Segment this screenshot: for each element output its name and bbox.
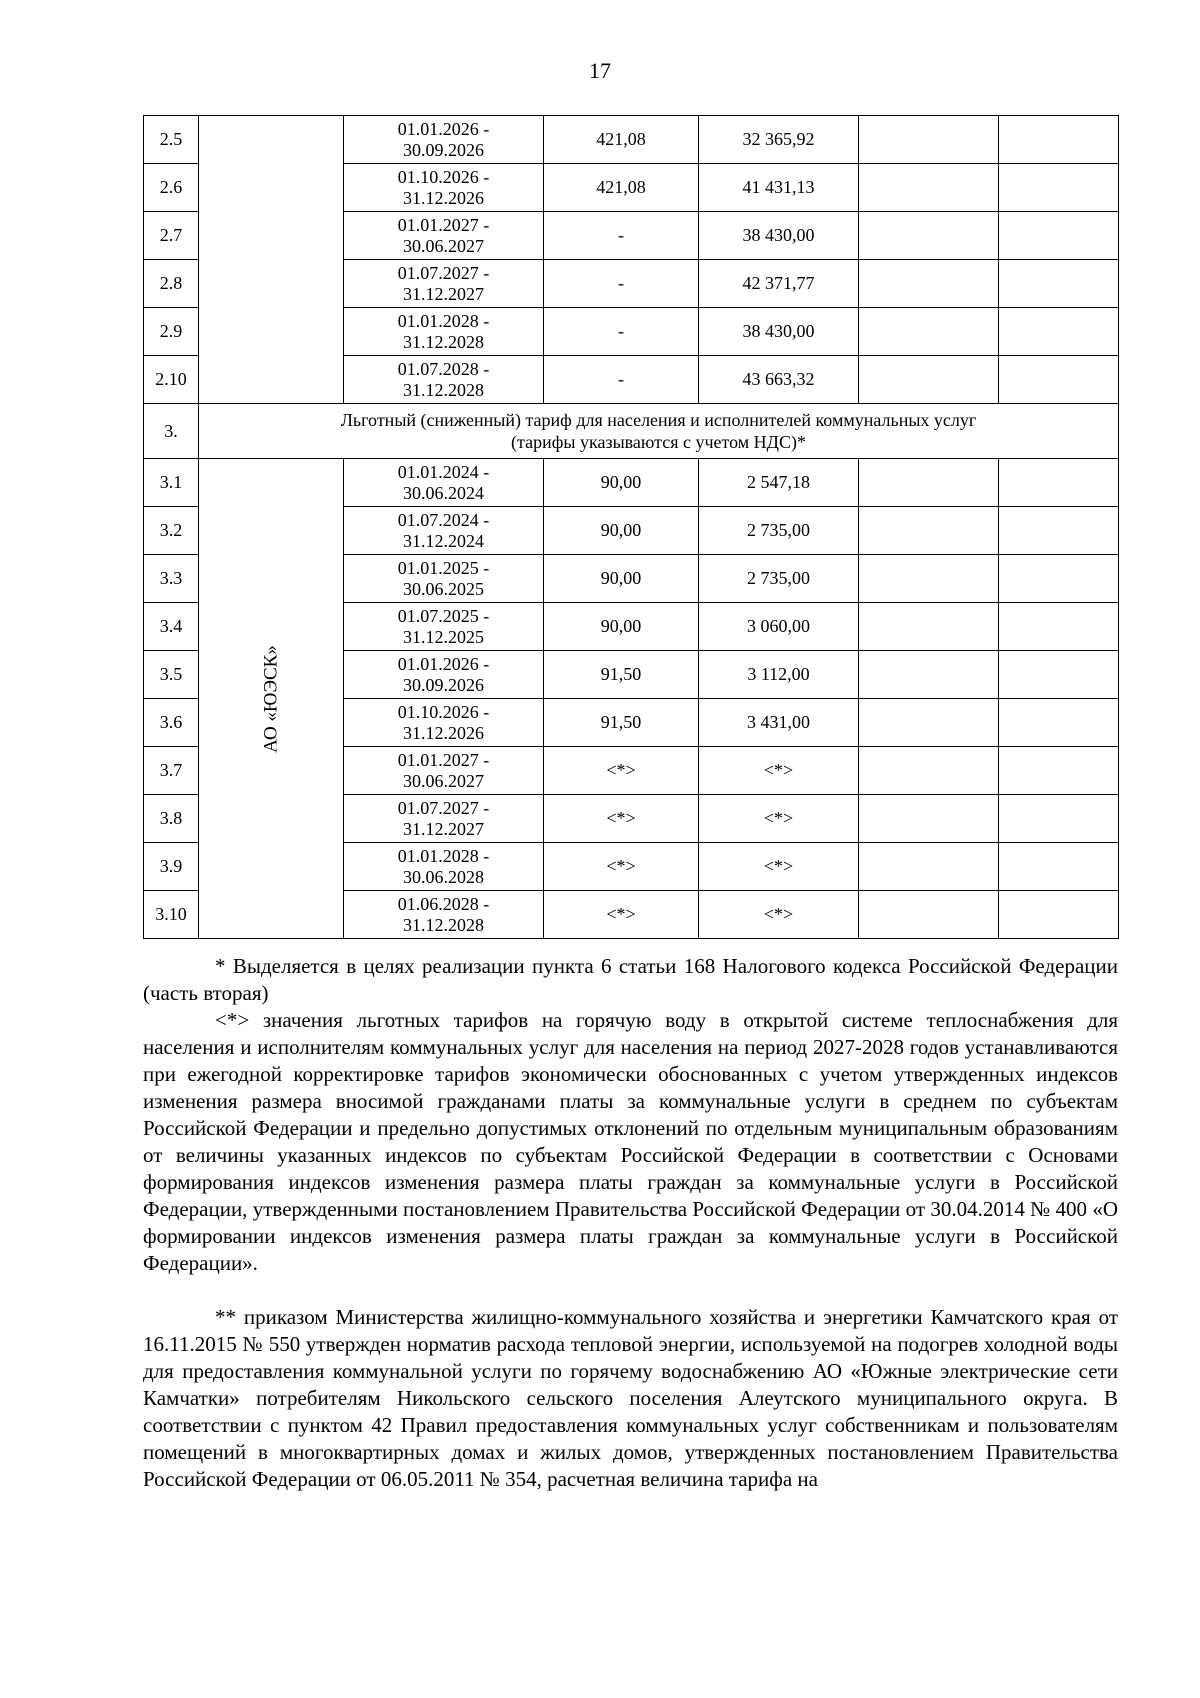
section-title-line: Льготный (сниженный) тариф для населения и исполнителей коммунальных услуг (340, 410, 977, 430)
period-end: 30.06.2024 (403, 482, 484, 503)
period-end: 30.06.2027 (403, 235, 484, 256)
period-cell (344, 507, 544, 555)
period-cell (344, 308, 544, 356)
section-title-line: (тарифы указываются с учетом НДС)* (511, 432, 806, 452)
organization-cell (199, 116, 344, 404)
period-cell (344, 555, 544, 603)
period-end: 31.12.2025 (403, 626, 484, 647)
empty-cell (999, 747, 1119, 795)
tariff-value-a: <*> (544, 747, 699, 795)
tariff-value-a: - (544, 212, 699, 260)
footnotes (143, 953, 1118, 1493)
period-cell (344, 651, 544, 699)
row-number: 3.4 (144, 603, 199, 651)
row-number: 2.8 (144, 260, 199, 308)
row-number: 3.3 (144, 555, 199, 603)
period-start: 01.01.2028 - (397, 310, 490, 331)
tariff-value-b: <*> (699, 747, 859, 795)
tariff-value-a: 90,00 (544, 555, 699, 603)
row-number: 2.9 (144, 308, 199, 356)
tariff-value-b: 3 431,00 (699, 699, 859, 747)
period-end: 31.12.2026 (403, 722, 484, 743)
period-end: 31.12.2026 (403, 187, 484, 208)
tariff-value-b: 2 547,18 (699, 459, 859, 507)
empty-cell (999, 603, 1119, 651)
empty-cell (859, 356, 999, 404)
tariff-value-a: <*> (544, 843, 699, 891)
empty-cell (999, 116, 1119, 164)
empty-cell (999, 260, 1119, 308)
tariff-value-a: 421,08 (544, 116, 699, 164)
tariff-value-a: - (544, 260, 699, 308)
period-start: 01.10.2026 - (397, 166, 490, 187)
period-end: 30.06.2028 (403, 866, 484, 887)
period-end: 31.12.2028 (403, 914, 484, 935)
period-start: 01.07.2025 - (397, 605, 490, 626)
tariff-value-b: 41 431,13 (699, 164, 859, 212)
row-number: 3.10 (144, 891, 199, 939)
empty-cell (999, 699, 1119, 747)
period-cell (344, 260, 544, 308)
row-number: 3.8 (144, 795, 199, 843)
period-start: 01.07.2027 - (397, 797, 490, 818)
empty-cell (999, 459, 1119, 507)
empty-cell (999, 555, 1119, 603)
organization-cell (199, 459, 344, 939)
empty-cell (859, 507, 999, 555)
tariff-table (143, 115, 1119, 939)
section-row (144, 404, 1119, 459)
period-start: 01.07.2024 - (397, 509, 490, 530)
section-title (199, 404, 1119, 459)
tariff-value-b: <*> (699, 795, 859, 843)
period-cell (344, 891, 544, 939)
empty-cell (859, 747, 999, 795)
period-start: 01.01.2025 - (397, 557, 490, 578)
row-number: 2.6 (144, 164, 199, 212)
empty-cell (859, 555, 999, 603)
empty-cell (999, 164, 1119, 212)
row-number: 3.5 (144, 651, 199, 699)
tariff-value-a: <*> (544, 795, 699, 843)
tariff-value-b: 3 112,00 (699, 651, 859, 699)
period-end: 31.12.2028 (403, 379, 484, 400)
page-number: 17 (589, 58, 611, 83)
tariff-value-b: 38 430,00 (699, 212, 859, 260)
section-number: 3. (144, 404, 199, 459)
period-end: 30.09.2026 (403, 674, 484, 695)
empty-cell (859, 212, 999, 260)
period-end: 31.12.2027 (403, 283, 484, 304)
empty-cell (859, 603, 999, 651)
tariff-value-a: 91,50 (544, 699, 699, 747)
empty-cell (999, 891, 1119, 939)
tariff-value-b: <*> (699, 891, 859, 939)
period-start: 01.01.2028 - (397, 845, 490, 866)
period-start: 01.01.2024 - (397, 461, 490, 482)
tariff-value-b: <*> (699, 843, 859, 891)
empty-cell (859, 843, 999, 891)
tariff-value-a: 90,00 (544, 459, 699, 507)
period-start: 01.01.2027 - (397, 214, 490, 235)
period-cell (344, 459, 544, 507)
tariff-value-a: <*> (544, 891, 699, 939)
tariff-value-a: 90,00 (544, 507, 699, 555)
period-cell (344, 843, 544, 891)
empty-cell (859, 164, 999, 212)
tariff-value-b: 32 365,92 (699, 116, 859, 164)
angle-bracket-note: <*> значения льготных тарифов на горячую воду в открытой системе теплоснабжения для населения и исполнителям коммунальных услуг для населения на период 2027-2028 годов устанавливаются при ежегодной корректировке тарифов экономически обоснованных с учетом утвержденных индексов изменения размера вносимой гражданами платы за коммунальные услуги в среднем по субъектам Российской Федерации и предельно допустимых отклонений по отдельным муниципальным образованиям от величины указанных индексов по субъектам Российской Федерации в соответствии с Основами формирования индексов изменения размера платы граждан за коммунальные услуги в Российской Федерации, утвержденными постановлением Правительства Российской Федерации от 30.04.2014 № 400 «О формировании индексов изменения размера платы граждан за коммунальные услуги в Российской Федерации». (143, 1008, 1118, 1275)
period-cell (344, 356, 544, 404)
period-end: 31.12.2027 (403, 818, 484, 839)
asterisk-note: * Выделяется в целях реализации пункта 6 статьи 168 Налогового кодекса Российской Федерации (часть вторая) (143, 954, 1118, 1005)
tariff-value-a: 90,00 (544, 603, 699, 651)
period-end: 30.09.2026 (403, 139, 484, 160)
row-number: 2.10 (144, 356, 199, 404)
table-row (144, 116, 1119, 164)
period-start: 01.07.2028 - (397, 358, 490, 379)
row-number: 2.7 (144, 212, 199, 260)
period-cell (344, 212, 544, 260)
row-number: 3.7 (144, 747, 199, 795)
tariff-value-b: 2 735,00 (699, 507, 859, 555)
tariff-value-a: - (544, 356, 699, 404)
empty-cell (859, 459, 999, 507)
tariff-value-b: 43 663,32 (699, 356, 859, 404)
tariff-value-a: 91,50 (544, 651, 699, 699)
empty-cell (859, 891, 999, 939)
period-start: 01.01.2026 - (397, 118, 490, 139)
table-row (144, 459, 1119, 507)
period-start: 01.06.2028 - (397, 893, 490, 914)
empty-cell (859, 651, 999, 699)
empty-cell (999, 795, 1119, 843)
organization-name: АО «ЮЭСК» (260, 644, 282, 753)
period-cell (344, 603, 544, 651)
empty-cell (859, 308, 999, 356)
empty-cell (859, 699, 999, 747)
period-start: 01.01.2026 - (397, 653, 490, 674)
period-start: 01.01.2027 - (397, 749, 490, 770)
period-cell (344, 116, 544, 164)
period-end: 30.06.2027 (403, 770, 484, 791)
empty-cell (859, 260, 999, 308)
period-end: 31.12.2028 (403, 331, 484, 352)
period-end: 31.12.2024 (403, 530, 484, 551)
row-number: 3.6 (144, 699, 199, 747)
empty-cell (859, 116, 999, 164)
row-number: 3.2 (144, 507, 199, 555)
tariff-value-b: 38 430,00 (699, 308, 859, 356)
tariff-value-b: 2 735,00 (699, 555, 859, 603)
spacer (143, 1277, 1118, 1304)
period-start: 01.10.2026 - (397, 701, 490, 722)
period-start: 01.07.2027 - (397, 262, 490, 283)
empty-cell (859, 795, 999, 843)
empty-cell (999, 212, 1119, 260)
empty-cell (999, 651, 1119, 699)
empty-cell (999, 356, 1119, 404)
period-cell (344, 164, 544, 212)
row-number: 3.1 (144, 459, 199, 507)
double-asterisk-note: ** приказом Министерства жилищно-коммунального хозяйства и энергетики Камчатского края от 16.11.2015 № 550 утвержден норматив расхода тепловой энергии, используемой на подогрев холодной воды для предоставления коммунальной услуги по горячему водоснабжению АО «Южные электрические сети Камчатки» потребителям Никольского сельского поселения Алеутского муниципального округа. В соответствии с пунктом 42 Правил предоставления коммунальных услуг собственникам и пользователям помещений в многоквартирных домах и жилых домов, утвержденных постановлением Правительства Российской Федерации от 06.05.2011 № 354, расчетная величина тарифа на (143, 1305, 1118, 1491)
row-number: 3.9 (144, 843, 199, 891)
empty-cell (999, 843, 1119, 891)
period-cell (344, 699, 544, 747)
tariff-value-a: 421,08 (544, 164, 699, 212)
period-end: 30.06.2025 (403, 578, 484, 599)
tariff-value-b: 3 060,00 (699, 603, 859, 651)
tariff-value-b: 42 371,77 (699, 260, 859, 308)
row-number: 2.5 (144, 116, 199, 164)
tariff-value-a: - (544, 308, 699, 356)
period-cell (344, 795, 544, 843)
empty-cell (999, 507, 1119, 555)
empty-cell (999, 308, 1119, 356)
period-cell (344, 747, 544, 795)
